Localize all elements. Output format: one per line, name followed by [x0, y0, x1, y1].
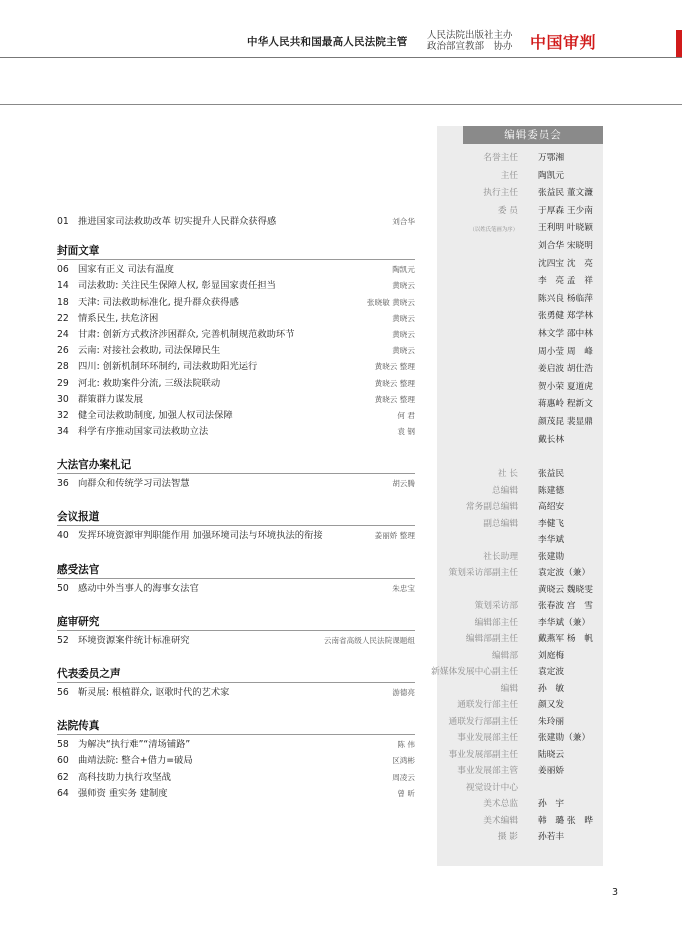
committee-names: 陈兴良 杨临萍	[538, 293, 593, 304]
toc-entry	[57, 278, 415, 294]
committee-names: 袁定波（兼）	[538, 568, 591, 579]
section-title: 庭审研究	[57, 615, 100, 628]
committee-row	[437, 168, 603, 186]
committee-role: 通联发行部副主任	[448, 716, 518, 727]
committee-row	[437, 326, 603, 344]
committee-row	[437, 598, 603, 615]
committee-names: 颜茂昆 裴显鼎	[538, 416, 593, 427]
entry-title: 司法救助: 关注民生保障人权, 彰显国家责任担当	[78, 280, 276, 292]
committee-names: 陈建德	[538, 485, 565, 496]
committee-names: 孙 宇	[538, 799, 565, 810]
entry-author: 游德亮	[392, 688, 415, 697]
entry-page-number: 62	[57, 771, 69, 783]
committee-names: 李华斌	[538, 535, 565, 546]
committee-names: 沈四宝 沈 亮	[538, 258, 593, 269]
committee-row	[437, 730, 603, 747]
committee-role: 社 长	[497, 469, 518, 480]
committee-row	[437, 483, 603, 500]
committee-names: 戴长林	[538, 434, 565, 445]
committee-names: 刘庭梅	[538, 650, 565, 661]
entry-title: 推进国家司法救助改革 切实提升人民群众获得感	[78, 216, 277, 227]
committee-names: 张建勋（兼）	[538, 733, 591, 744]
entry-title: 天津: 司法救助标准化, 提升群众获得感	[78, 296, 239, 308]
header-accent-bar	[676, 30, 682, 58]
toc-entry	[57, 343, 415, 359]
committee-names: 张勇健 郑学林	[538, 311, 593, 322]
entry-author: 张晓敏 黄晓云	[367, 297, 415, 307]
committee-row	[437, 361, 603, 379]
committee-role: 编辑部主任	[474, 617, 518, 628]
entry-page-number: 56	[57, 687, 69, 698]
committee-row	[431, 664, 603, 681]
toc-entry	[57, 633, 415, 649]
entry-author: 黄晓云	[392, 281, 415, 291]
committee-names: 万鄂湘	[538, 153, 565, 163]
committee-names: 李健飞	[538, 518, 565, 529]
sponsor-line-2: 政治部宣教部 协办	[427, 41, 513, 52]
committee-names: 张益民	[538, 469, 565, 480]
committee-names: 陶凯元	[538, 170, 565, 181]
committee-row	[437, 308, 603, 326]
committee-row	[437, 763, 603, 780]
entry-title: 强师资 重实务 建制度	[78, 787, 168, 799]
committee-row	[437, 516, 603, 533]
section-gap	[57, 230, 415, 244]
toc-entry	[57, 753, 415, 769]
entry-page-number: 26	[57, 345, 69, 357]
committee-gap	[437, 449, 603, 466]
section-title: 代表委员之声	[57, 668, 121, 680]
entry-title: 健全司法救助制度, 加强人权司法保障	[78, 409, 233, 421]
committee-row	[437, 780, 603, 797]
committee-row	[437, 291, 603, 309]
committee-row	[437, 499, 603, 516]
section-gap	[57, 649, 415, 667]
committee-names: 贺小荣 夏道虎	[538, 381, 593, 392]
committee-names: 蒋惠岭 程新文	[538, 399, 593, 410]
entry-page-number: 24	[57, 328, 69, 340]
entry-page-number: 06	[57, 264, 69, 276]
section-rule	[57, 734, 415, 735]
entry-title: 发挥环境资源审判职能作用 加强环境司法与环境执法的衔接	[78, 530, 323, 542]
entry-title: 科学有序推动国家司法救助立法	[78, 426, 209, 438]
committee-role: 新媒体发展中心副主任	[431, 667, 518, 678]
entry-page-number: 58	[57, 739, 69, 751]
entry-author: 黄晓云	[392, 313, 415, 323]
entry-title: 国家有正义 司法有温度	[78, 264, 174, 276]
entry-title: 靳灵展: 根植群众, 讴歌时代的艺术家	[78, 687, 230, 698]
section-rule	[57, 259, 415, 260]
section-title: 会议报道	[57, 511, 100, 524]
committee-names: 韩 璐 张 晔	[538, 815, 593, 826]
section-gap	[57, 545, 415, 563]
entry-title: 向群众和传统学习司法智慧	[78, 478, 190, 490]
section-gap	[57, 492, 415, 510]
committee-row	[437, 396, 603, 414]
entry-page-number: 29	[57, 377, 69, 389]
toc-entry	[57, 770, 415, 786]
section-gap	[57, 597, 415, 615]
committee-heading: 编辑委员会	[463, 126, 603, 144]
entry-author: 陈 伟	[397, 740, 415, 750]
committee-names: 高绍安	[538, 502, 565, 513]
committee-row	[437, 414, 603, 432]
committee-role: 常务副总编辑	[465, 502, 518, 513]
entry-author: 胡云腾	[392, 479, 415, 489]
toc-entry	[57, 581, 415, 597]
committee-names: 王利明 叶晓颖	[538, 223, 593, 234]
magazine-logo: 中国审判	[530, 33, 597, 52]
committee-role: 编辑部	[491, 650, 518, 661]
section-rule	[57, 473, 415, 474]
section-rule	[57, 578, 415, 579]
toc-entry	[57, 424, 415, 440]
committee-role: 社长助理	[483, 551, 518, 562]
committee-row	[437, 813, 603, 830]
committee-role: （以姓氏笔画为序）	[469, 227, 518, 234]
committee-role: 事业发展部主任	[457, 733, 518, 744]
entry-page-number: 18	[57, 296, 69, 308]
committee-role: 主任	[500, 170, 518, 181]
entry-author: 刘合华	[392, 217, 415, 226]
committee-role: 总编辑	[491, 485, 518, 496]
entry-author: 黄晓云	[392, 329, 415, 339]
entry-title: 群策群力谋发展	[78, 393, 144, 405]
committee-role: 副总编辑	[483, 518, 518, 529]
committee-row	[437, 648, 603, 665]
committee-names: 颜又发	[538, 700, 565, 711]
committee-row	[437, 185, 603, 203]
committee-names: 孙若丰	[538, 832, 565, 843]
committee-row	[437, 256, 603, 274]
table-of-contents	[57, 214, 415, 802]
entry-page-number: 32	[57, 409, 69, 421]
toc-entry	[57, 262, 415, 278]
committee-row	[437, 796, 603, 813]
committee-names: 姜启波 胡仕浩	[538, 364, 593, 375]
committee-row	[437, 466, 603, 483]
supervisor-line: 中华人民共和国最高人民法院主管	[247, 36, 408, 48]
entry-author: 区鸿彬	[392, 756, 415, 766]
entry-title: 高科技助力执行攻坚战	[78, 771, 171, 783]
entry-author: 周凌云	[392, 772, 415, 782]
committee-row	[437, 379, 603, 397]
toc-entry	[57, 359, 415, 375]
toc-entry	[57, 376, 415, 392]
committee-role: 事业发展部主管	[457, 766, 518, 777]
entry-page-number: 30	[57, 393, 69, 405]
entry-author: 朱忠宝	[392, 583, 415, 593]
committee-role: 策划采访部副主任	[448, 568, 518, 579]
entry-author: 黄晓云 整理	[374, 394, 415, 404]
committee-row	[437, 238, 603, 256]
committee-role: 执行主任	[483, 188, 518, 199]
committee-names: 孙 敏	[538, 683, 565, 694]
committee-row	[437, 432, 603, 450]
entry-page-number: 50	[57, 582, 69, 594]
committee-row	[437, 273, 603, 291]
committee-row	[437, 549, 603, 566]
band-rule	[0, 104, 682, 105]
committee-row	[437, 631, 603, 648]
entry-author: 黄晓云	[392, 346, 415, 356]
committee-names: 黄晓云 魏晓雯	[538, 584, 593, 595]
committee-row	[437, 829, 603, 846]
entry-author: 曾 昕	[397, 788, 415, 798]
committee-row	[437, 203, 603, 221]
toc-entry	[57, 327, 415, 343]
committee-row	[437, 344, 603, 362]
entry-page-number: 22	[57, 312, 69, 324]
section-rule	[57, 630, 415, 631]
committee-role: 美术总监	[483, 799, 518, 810]
entry-title: 情系民生, 扶危济困	[78, 312, 159, 324]
section-rule	[57, 682, 415, 683]
committee-row	[437, 220, 603, 238]
committee-row	[437, 747, 603, 764]
section-title: 大法官办案札记	[57, 459, 132, 472]
committee-row	[437, 697, 603, 714]
entry-author: 袁 钢	[397, 427, 415, 437]
page-number: 3	[612, 887, 619, 898]
entry-author: 云南省高级人民法院课题组	[323, 635, 415, 645]
toc-entry	[57, 685, 415, 701]
committee-row	[437, 565, 603, 582]
entry-page-number: 52	[57, 634, 69, 646]
toc-entry	[57, 408, 415, 424]
entry-author: 陶凯元	[392, 265, 415, 275]
toc-entry	[57, 528, 415, 544]
committee-names: 朱玲丽	[538, 716, 565, 727]
entry-page-number: 01	[57, 216, 69, 227]
section-title: 感受法官	[57, 563, 100, 576]
section-rule	[57, 525, 415, 526]
committee-role: 编辑	[500, 683, 518, 694]
committee-row	[437, 582, 603, 599]
entry-author: 姜丽娇 整理	[374, 531, 415, 541]
entry-title: 四川: 创新机制环环制约, 司法救助阳光运行	[78, 361, 258, 373]
committee-names: 李华斌（兼）	[538, 617, 591, 628]
entry-author: 何 君	[397, 410, 415, 420]
entry-author: 黄晓云 整理	[374, 378, 415, 388]
committee-row	[437, 532, 603, 549]
section-gap	[57, 701, 415, 719]
committee-role: 名誉主任	[483, 153, 518, 163]
entry-page-number: 14	[57, 280, 69, 292]
toc-entry	[57, 786, 415, 802]
committee-row	[437, 150, 603, 168]
entry-title: 环境资源案件统计标准研究	[78, 634, 190, 646]
sponsor-block	[427, 30, 513, 52]
committee-names: 林文学 邵中林	[538, 328, 593, 339]
entry-title: 为解决“执行难”“清场铺路”	[78, 739, 191, 751]
toc-entry	[57, 311, 415, 327]
section-title: 法院传真	[57, 720, 100, 733]
committee-role: 摄 影	[497, 832, 518, 843]
committee-names: 袁定波	[538, 667, 565, 678]
committee-row	[437, 714, 603, 731]
entry-title: 感动中外当事人的海事女法官	[78, 582, 199, 594]
section-gap	[57, 440, 415, 458]
toc-entry	[57, 214, 415, 230]
entry-page-number: 28	[57, 361, 69, 373]
sponsor-line-1: 人民法院出版社主办	[427, 30, 513, 41]
committee-row	[437, 681, 603, 698]
committee-names: 周小莹 周 峰	[538, 346, 593, 357]
toc-entry	[57, 737, 415, 753]
entry-page-number: 60	[57, 755, 69, 767]
toc-entry	[57, 476, 415, 492]
committee-names: 张春波 宫 雪	[538, 601, 593, 612]
committee-names: 于厚森 王少南	[538, 205, 593, 216]
entry-title: 云南: 对接社会救助, 司法保障民生	[78, 345, 221, 357]
header-rule	[0, 57, 682, 58]
toc-entry	[57, 392, 415, 408]
committee-role: 编辑部副主任	[465, 634, 518, 645]
entry-page-number: 64	[57, 787, 69, 799]
entry-title: 曲靖法院: 整合+借力=破局	[78, 755, 193, 767]
committee-role: 美术编辑	[483, 815, 518, 826]
entry-author: 黄晓云 整理	[374, 362, 415, 372]
section-title: 封面文章	[57, 245, 100, 258]
committee-list	[431, 150, 603, 846]
committee-names: 刘合华 宋晓明	[538, 240, 593, 251]
toc-entry	[57, 295, 415, 311]
committee-role: 策划采访部	[474, 601, 518, 612]
committee-names: 张建勋	[538, 551, 565, 562]
committee-names: 李 亮 孟 祥	[538, 276, 593, 287]
committee-names: 张益民 董文濂	[538, 188, 593, 199]
committee-role: 通联发行部主任	[457, 700, 518, 711]
entry-page-number: 40	[57, 530, 69, 542]
committee-role: 视觉设计中心	[465, 782, 518, 793]
entry-page-number: 36	[57, 478, 69, 490]
entry-page-number: 34	[57, 426, 69, 438]
committee-row	[437, 615, 603, 632]
committee-names: 陆晓云	[538, 749, 565, 760]
entry-title: 甘肃: 创新方式救济涉困群众, 完善机制规范救助环节	[78, 328, 295, 340]
committee-role: 委 员	[497, 205, 518, 216]
entry-title: 河北: 救助案件分流, 三级法院联动	[78, 377, 221, 389]
committee-names: 姜丽娇	[538, 766, 565, 777]
committee-role: 事业发展部副主任	[448, 749, 518, 760]
committee-names: 戴燕军 杨 帆	[538, 634, 593, 645]
